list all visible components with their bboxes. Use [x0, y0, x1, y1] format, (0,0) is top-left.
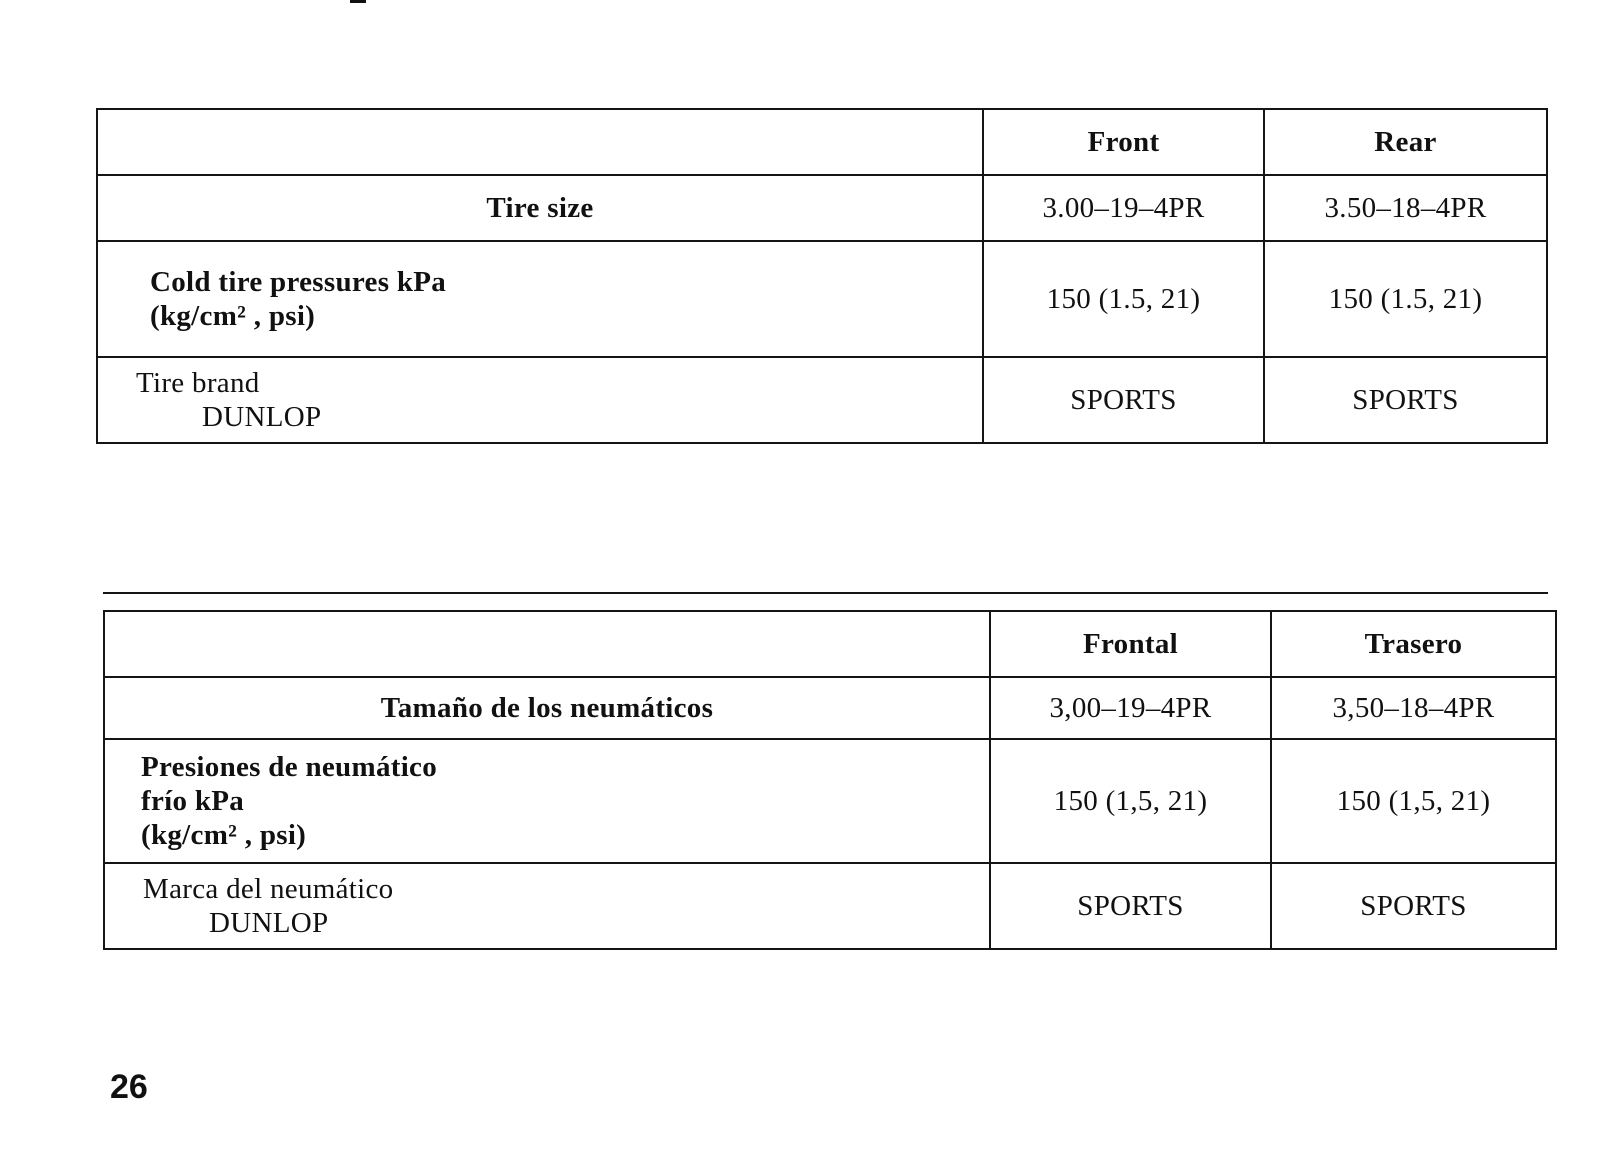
pressure-label-line-2: frío kPa	[141, 785, 245, 817]
top-edge-mark	[350, 0, 366, 3]
pressure-label-line-3: (kg/cm² , psi)	[141, 819, 307, 851]
brand-name: DUNLOP	[202, 401, 322, 433]
tire-spec-table-english	[96, 108, 1548, 444]
tire-size-label: Tire size	[97, 175, 983, 241]
tire-size-rear: 3,50–18–4PR	[1271, 677, 1556, 739]
pressure-label-line-1: Presiones de neumático	[141, 751, 438, 783]
tire-size-front: 3,00–19–4PR	[990, 677, 1271, 739]
pressure-row	[104, 739, 1556, 863]
brand-front: SPORTS	[990, 863, 1271, 949]
brand-rear: SPORTS	[1264, 357, 1547, 443]
brand-row	[104, 863, 1556, 949]
tire-size-label: Tamaño de los neumáticos	[104, 677, 990, 739]
pressure-rear: 150 (1,5, 21)	[1271, 739, 1556, 863]
pressure-front: 150 (1,5, 21)	[990, 739, 1271, 863]
page-number: 26	[110, 1068, 148, 1106]
header-rear: Rear	[1264, 109, 1547, 175]
pressure-label	[104, 739, 990, 863]
pressure-row	[97, 241, 1547, 357]
header-empty-cell	[97, 109, 983, 175]
brand-label: Tire brand	[136, 367, 260, 399]
header-empty-cell	[104, 611, 990, 677]
brand-front: SPORTS	[983, 357, 1264, 443]
tire-spec-table-spanish	[103, 610, 1557, 950]
pressure-label-line-1: Cold tire pressures kPa	[150, 266, 447, 298]
tire-size-row	[97, 175, 1547, 241]
brand-row	[97, 357, 1547, 443]
header-front: Front	[983, 109, 1264, 175]
tire-size-row	[104, 677, 1556, 739]
table-header-row	[104, 611, 1556, 677]
tire-size-front: 3.00–19–4PR	[983, 175, 1264, 241]
table-header-row	[97, 109, 1547, 175]
pressure-front: 150 (1.5, 21)	[983, 241, 1264, 357]
brand-label-cell	[104, 863, 990, 949]
header-rear: Trasero	[1271, 611, 1556, 677]
brand-rear: SPORTS	[1271, 863, 1556, 949]
pressure-label-line-2: (kg/cm² , psi)	[150, 300, 316, 332]
brand-label-cell	[97, 357, 983, 443]
brand-label: Marca del neumático	[143, 873, 394, 905]
brand-name: DUNLOP	[209, 907, 329, 939]
pressure-rear: 150 (1.5, 21)	[1264, 241, 1547, 357]
tire-size-rear: 3.50–18–4PR	[1264, 175, 1547, 241]
pressure-label	[97, 241, 983, 357]
section-divider	[103, 592, 1548, 594]
header-front: Frontal	[990, 611, 1271, 677]
